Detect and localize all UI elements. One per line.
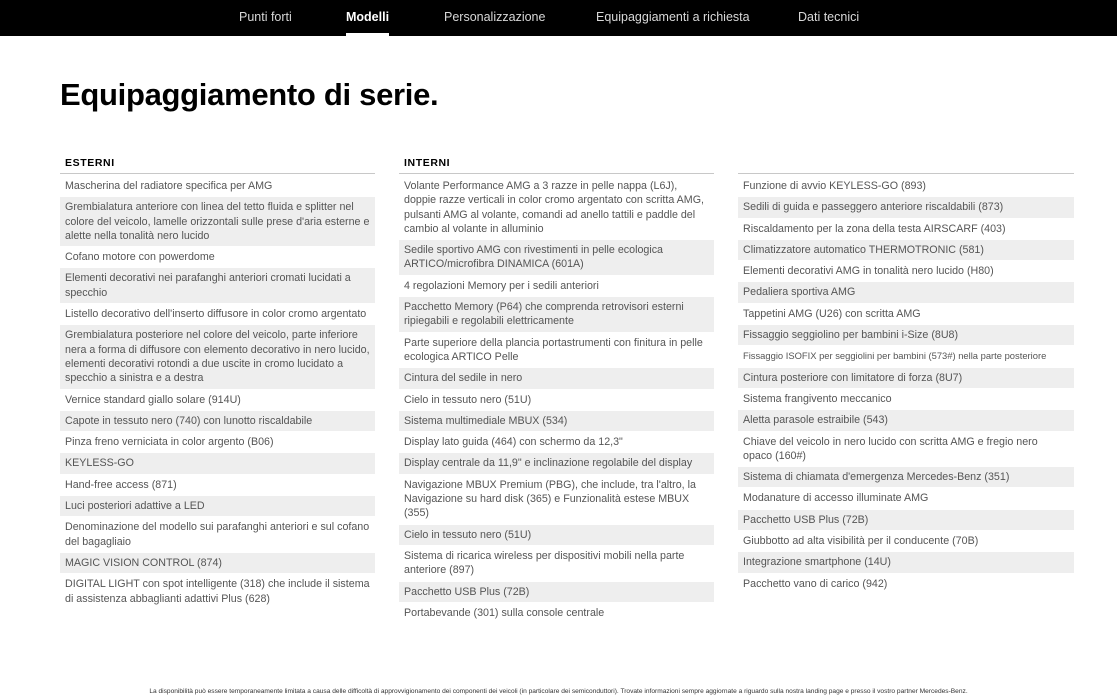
list-item: Riscaldamento per la zona della testa AIRSCARF (403) bbox=[743, 222, 1006, 235]
list-item: Navigazione MBUX Premium (PBG), che include, tra l'altro, la Navigazione su hard disk (365) e Funzionalità estese MBUX (355) bbox=[404, 478, 696, 520]
list-item: Cofano motore con powerdome bbox=[65, 251, 215, 264]
list-item: Funzione di avvio KEYLESS-GO (893) bbox=[743, 180, 926, 192]
interni-column-continued bbox=[738, 157, 1074, 595]
list-item: Listello decorativo dell'inserto diffusore in color cromo argentato bbox=[65, 308, 367, 321]
list-item: Parte superiore della plancia portastrumenti con finitura in pelle ecologica ARTICO Pelle bbox=[404, 336, 703, 363]
list-item: Cintura del sedile in nero bbox=[399, 368, 714, 388]
list-item: Sistema di chiamata d'emergenza Mercedes-Benz (351) bbox=[738, 467, 1074, 487]
list-item: Fissaggio ISOFIX per seggiolini per bambini (573#) nella parte posteriore bbox=[743, 350, 1047, 362]
list-item: Display centrale da 11,9" e inclinazione regolabile del display bbox=[399, 453, 714, 473]
esterni-heading: ESTERNI bbox=[60, 157, 375, 174]
nav-item-equipaggiamenti-a-richiesta[interactable]: Equipaggiamenti a richiesta bbox=[596, 10, 750, 24]
list-item: DIGITAL LIGHT con spot intelligente (318) che include il sistema di assistenza abbaglianti adattivi Plus (628) bbox=[65, 578, 370, 605]
list-item: Pacchetto Memory (P64) che comprenda retrovisori esterni ripiegabili e regolabili elettricamente bbox=[399, 297, 714, 332]
list-item: Cielo in tessuto nero (51U) bbox=[404, 393, 532, 406]
list-item: Tappetini AMG (U26) con scritta AMG bbox=[743, 307, 921, 320]
list-item: Sistema frangivento meccanico bbox=[743, 392, 892, 405]
list-item: Denominazione del modello sui parafanghi anteriori e sul cofano del bagagliaio bbox=[65, 521, 370, 548]
list-item: Hand-free access (871) bbox=[65, 478, 177, 491]
page-title: Equipaggiamento di serie. bbox=[60, 77, 439, 112]
list-item: Sedili di guida e passeggero anteriore riscaldabili (873) bbox=[738, 197, 1074, 217]
nav-item-punti-forti[interactable]: Punti forti bbox=[239, 10, 292, 24]
list-item: Pinza freno verniciata in color argento (B06) bbox=[65, 436, 274, 449]
availability-footnote: La disponibilità può essere temporaneamente limitata a causa delle difficoltà di approvvigionamento dei componenti dei veicoli (in particolare dei semiconduttori). Trovate informazioni sempre aggiornate a riguardo sulla nostra landing page e presso il vostro partner Mercedes-Benz. bbox=[149, 688, 968, 695]
list-item: Sedile sportivo AMG con rivestimenti in pelle ecologica ARTICO/microfibra DINAMICA (601A) bbox=[399, 240, 714, 275]
list-item: Capote in tessuto nero (740) con lunotto riscaldabile bbox=[60, 411, 375, 431]
list-item: Fissaggio seggiolino per bambini i-Size (8U8) bbox=[738, 325, 1074, 345]
nav-item-personalizzazione[interactable]: Personalizzazione bbox=[444, 10, 546, 24]
list-item: MAGIC VISION CONTROL (874) bbox=[60, 553, 375, 573]
list-item: Volante Performance AMG a 3 razze in pelle nappa (L6J), doppie razze verticali in color cromo argentato con scritta AMG, pulsanti AMG al volante, comandi ad anello tattili e paddle del cambio al volante in alluminio bbox=[404, 180, 704, 235]
list-item: Display lato guida (464) con schermo da 12,3" bbox=[404, 436, 623, 449]
list-item: Elementi decorativi AMG in tonalità nero lucido (H80) bbox=[743, 265, 994, 278]
list-item: Cielo in tessuto nero (51U) bbox=[399, 525, 714, 545]
list-item: Grembialatura anteriore con linea del tetto fluida e splitter nel colore del veicolo, lamelle orizzontali sulle prese d'aria esterne e alette nella tonalità nero lucido bbox=[60, 197, 375, 246]
list-item: Climatizzatore automatico THERMOTRONIC (581) bbox=[738, 240, 1074, 260]
list-item: Sistema multimediale MBUX (534) bbox=[399, 411, 714, 431]
list-item: Cintura posteriore con limitatore di forza (8U7) bbox=[738, 368, 1074, 388]
list-item: Elementi decorativi nei parafanghi anteriori cromati lucidati a specchio bbox=[60, 268, 375, 303]
interni-heading: INTERNI bbox=[399, 157, 714, 174]
interni-column bbox=[399, 157, 714, 624]
list-item: Aletta parasole estraibile (543) bbox=[738, 410, 1074, 430]
list-item: Pacchetto USB Plus (72B) bbox=[399, 582, 714, 602]
list-item: 4 regolazioni Memory per i sedili anteriori bbox=[404, 279, 599, 292]
list-item: Giubbotto ad alta visibilità per il conducente (70B) bbox=[743, 535, 979, 548]
list-item: Pedaliera sportiva AMG bbox=[738, 282, 1074, 302]
nav-item-dati-tecnici[interactable]: Dati tecnici bbox=[798, 10, 860, 24]
list-item: Chiave del veicolo in nero lucido con scritta AMG e fregio nero opaco (160#) bbox=[743, 435, 1038, 462]
column-divider bbox=[738, 157, 1074, 174]
nav-item-modelli[interactable]: Modelli bbox=[346, 0, 389, 36]
list-item: Luci posteriori adattive a LED bbox=[60, 496, 375, 516]
list-item: Pacchetto USB Plus (72B) bbox=[738, 510, 1074, 530]
list-item: Grembialatura posteriore nel colore del veicolo, parte inferiore nera a forma di diffusore con elemento decorativo in nero lucido, elementi decorativi rotondi a due uscite in cromo lucidato a specchio a sinistra e a destra bbox=[60, 325, 375, 388]
list-item: Mascherina del radiatore specifica per AMG bbox=[65, 180, 273, 192]
list-item: Integrazione smartphone (14U) bbox=[738, 552, 1074, 572]
list-item: Pacchetto vano di carico (942) bbox=[743, 577, 888, 590]
list-item: Vernice standard giallo solare (914U) bbox=[65, 393, 241, 406]
list-item: Portabevande (301) sulla console centrale bbox=[404, 606, 605, 619]
esterni-column bbox=[60, 157, 375, 610]
list-item: KEYLESS-GO bbox=[60, 453, 375, 473]
list-item: Modanature di accesso illuminate AMG bbox=[743, 492, 929, 505]
list-item: Sistema di ricarica wireless per dispositivi mobili nella parte anteriore (897) bbox=[404, 549, 685, 577]
top-navigation bbox=[0, 0, 1117, 36]
